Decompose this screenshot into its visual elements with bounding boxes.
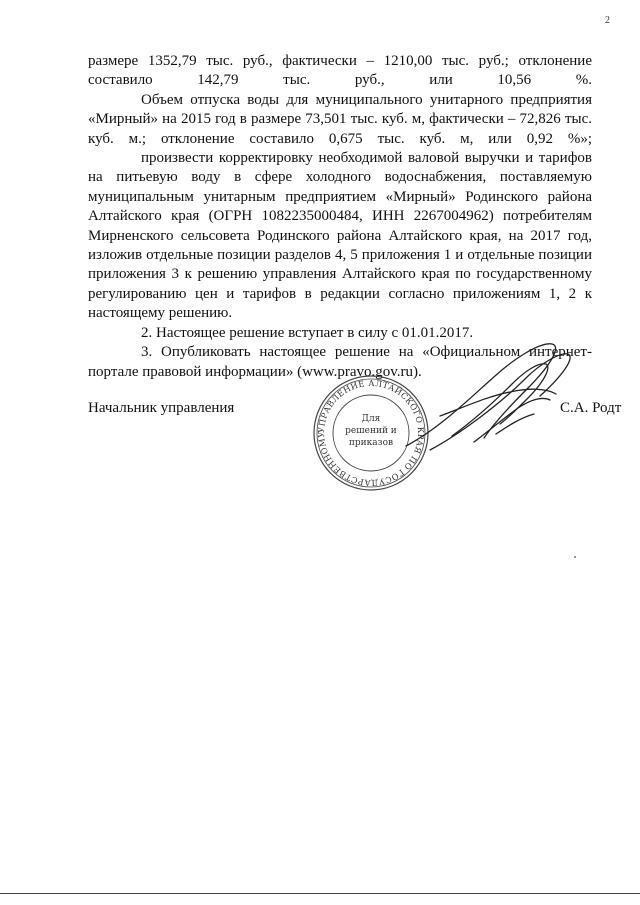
scan-bottom-edge (0, 893, 640, 894)
signer-name: С.А. Родт (560, 400, 622, 416)
paragraph-water-volume: Объем отпуска воды для муниципального унитарного предприятия «Мирный» на 2015 год в размере 73,501 тыс. куб. м, фактически – 72,826 тыс. куб. м.; отклонение составило 0,675 тыс. куб. м, или 0,92 %»; (88, 91, 592, 147)
paragraph-deviation: размере 1352,79 тыс. руб., фактически – 1210,00 тыс. руб.; отклонение составило 142,79 тыс. руб., или 10,56 %. (88, 53, 592, 89)
stamp-center-line: Для (361, 414, 381, 424)
page-number: 2 (605, 15, 610, 26)
stamp-center-line: решений и (345, 426, 397, 436)
document-body (88, 52, 592, 382)
paragraph-publication: 3. Опубликовать настоящее решение на «Официальном интернет-портале правовой информации» (www.pravo.gov.ru). (88, 344, 592, 380)
handwritten-signature (400, 338, 580, 458)
stamp-center-line: приказов (348, 438, 394, 448)
paragraph-tariff-correction: произвести корректировку необходимой валовой выручки и тарифов на питьевую воду в сфере холодного водоснабжения, поставляемую муниципальным унитарным предприятием «Мирный» Родинского района Алтайского края (ОГРН 1082235000484, ИНН 2267004962) потребителям Мирненского сельсовета Родинского района Алтайского края, на 2017 год, изложив отдельные позиции разделов 4, 5 приложения 1 и отдельные позиции приложения 3 к решению управления Алтайского края по государственному регулированию цен и тарифов в редакции согласно приложениям 1, 2 к настоящему решению. (88, 150, 592, 322)
stamp-ring-text: УПРАВЛЕНИЕ АЛТАЙСКОГО КРАЯ ПО ГОСУДАРСТВЕННОМУ (315, 377, 427, 489)
signatory-title: Начальник управления (88, 400, 235, 416)
paragraph-effective-date: 2. Настоящее решение вступает в силу с 01.01.2017. (141, 324, 474, 341)
scan-speck (574, 556, 576, 558)
